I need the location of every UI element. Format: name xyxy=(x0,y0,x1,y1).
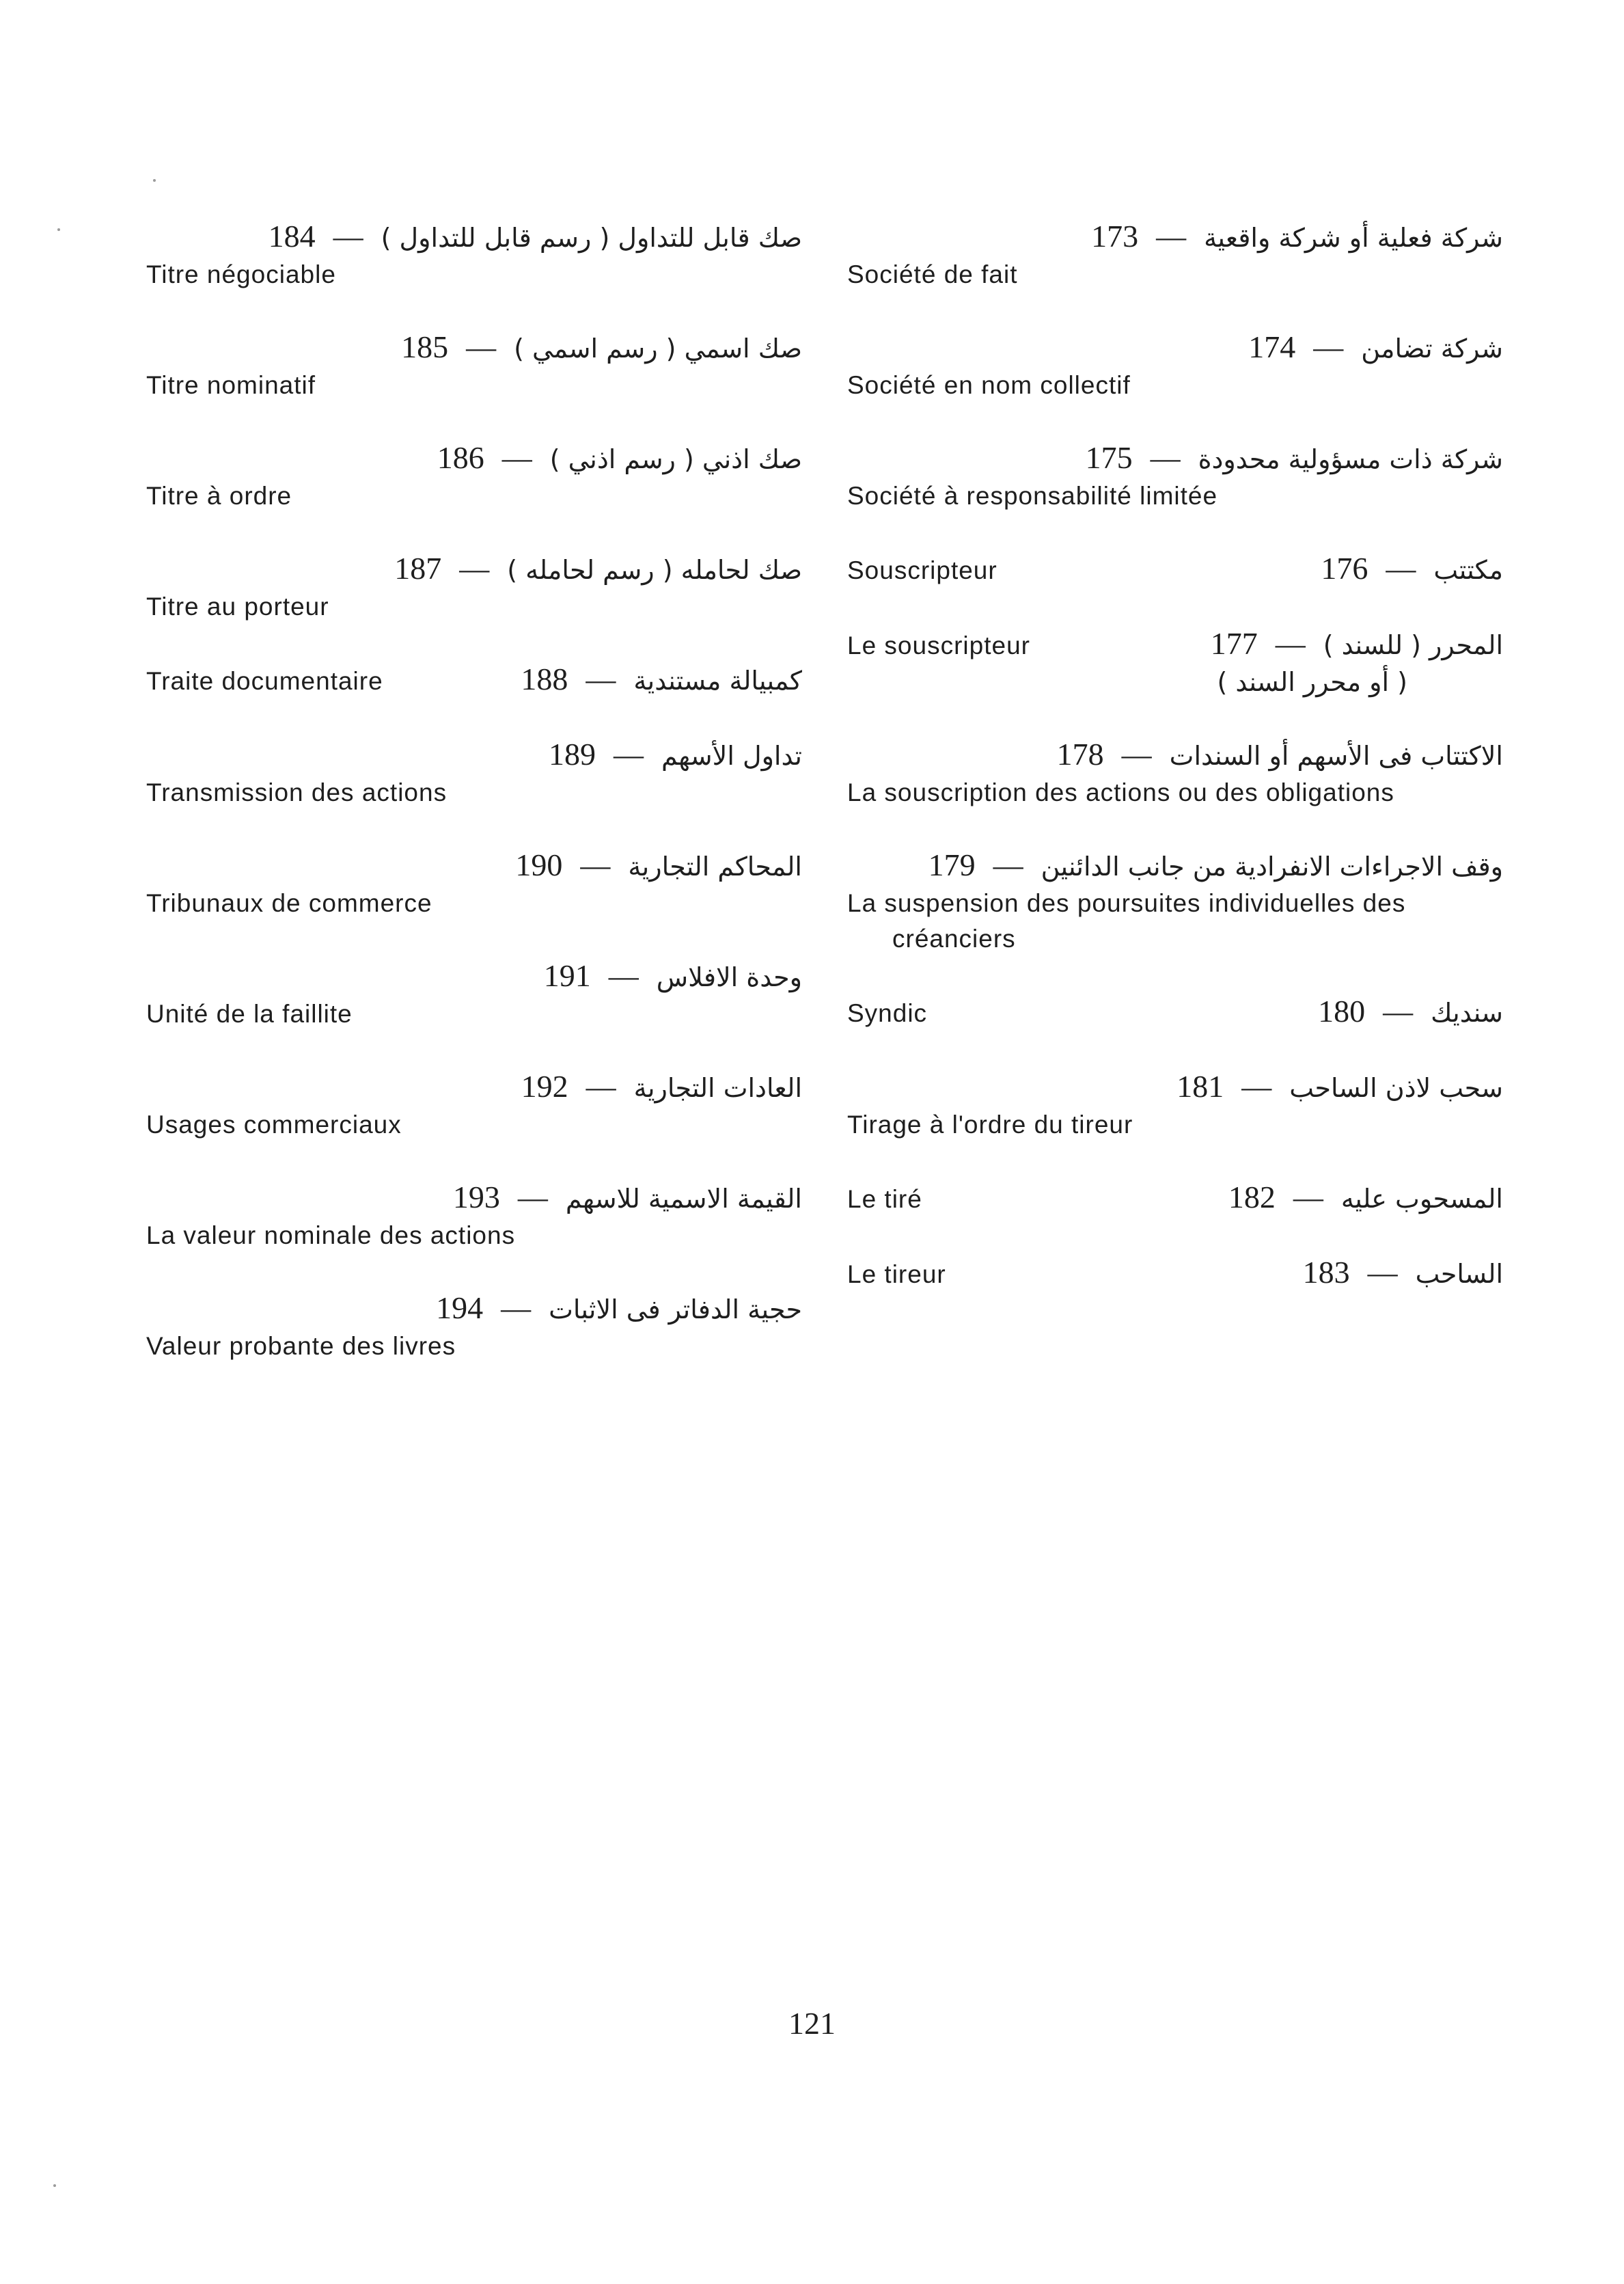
arabic-term: الساحب xyxy=(1415,1259,1503,1289)
french-term: Unité de la faillite xyxy=(146,1000,353,1028)
arabic-term-line xyxy=(847,328,1503,368)
arabic-term: صك قابل للتداول ( رسم قابل للتداول ) xyxy=(381,223,802,253)
entry-number: 178 xyxy=(1056,737,1104,772)
dash-separator: — xyxy=(586,1070,616,1104)
dash-separator: — xyxy=(1156,220,1187,254)
arabic-term: الاكتتاب فى الأسهم أو السندات xyxy=(1169,741,1503,771)
french-term: Syndic xyxy=(847,999,928,1027)
dash-separator: — xyxy=(1150,441,1181,475)
scan-speck xyxy=(153,179,156,182)
glossary-entry xyxy=(847,217,1503,293)
glossary-entry xyxy=(146,549,802,625)
arabic-term: وقف الاجراءات الانفرادية من جانب الدائنين xyxy=(1041,852,1503,882)
arabic-term: العادات التجارية xyxy=(633,1073,802,1103)
dash-separator: — xyxy=(466,331,497,364)
glossary-entry xyxy=(146,1068,802,1143)
entry-number: 188 xyxy=(521,662,568,696)
dash-separator: — xyxy=(586,663,616,696)
scan-speck xyxy=(53,2184,56,2187)
arabic-term-line xyxy=(847,439,1503,478)
arabic-term-line xyxy=(146,439,802,478)
french-term: Le souscripteur xyxy=(847,631,1030,660)
french-term: Titre négociable xyxy=(146,260,336,288)
glossary-entry xyxy=(847,735,1503,811)
arabic-term: مكتتب xyxy=(1433,555,1503,585)
page-number: 121 xyxy=(788,2006,836,2041)
french-term: Traite documentaire xyxy=(146,667,383,695)
glossary-entry xyxy=(146,1178,802,1253)
arabic-term-line xyxy=(1303,1253,1503,1293)
entry-number: 192 xyxy=(521,1069,568,1104)
right-column xyxy=(847,217,1503,1329)
dash-separator: — xyxy=(517,1181,548,1214)
glossary-entry xyxy=(146,660,802,700)
dash-separator: — xyxy=(1367,1256,1398,1290)
french-term: Le tireur xyxy=(847,1260,946,1288)
dash-separator: — xyxy=(993,849,1023,882)
french-term: Souscripteur xyxy=(847,556,997,584)
arabic-term-line xyxy=(1228,1178,1503,1218)
glossary-entry xyxy=(146,846,802,921)
glossary-entry xyxy=(146,439,802,514)
french-term: Société à responsabilité limitée xyxy=(847,482,1218,510)
entry-number: 191 xyxy=(543,958,591,993)
entry-number: 190 xyxy=(515,847,563,882)
dash-separator: — xyxy=(501,441,532,475)
arabic-term: حجية الدفاتر فى الاثبات xyxy=(549,1294,802,1324)
dash-separator: — xyxy=(1293,1181,1323,1214)
arabic-term-line xyxy=(847,217,1503,257)
glossary-entry xyxy=(146,1289,802,1364)
dash-separator: — xyxy=(1241,1070,1272,1104)
dash-separator: — xyxy=(1121,738,1152,772)
entry-number: 176 xyxy=(1321,551,1368,586)
dash-separator: — xyxy=(1386,552,1416,586)
arabic-term: صك اسمي ( رسم اسمي ) xyxy=(514,334,802,364)
dash-separator: — xyxy=(1383,995,1414,1029)
arabic-term-line xyxy=(847,846,1503,886)
arabic-term-continuation: ( أو محرر السند ) xyxy=(1217,667,1407,697)
arabic-term-line xyxy=(146,1178,802,1218)
entry-number: 189 xyxy=(549,737,596,772)
glossary-entry xyxy=(847,439,1503,514)
glossary-entry xyxy=(146,957,802,1032)
arabic-term-line xyxy=(146,217,802,257)
arabic-term-line xyxy=(146,1068,802,1107)
entry-number: 175 xyxy=(1085,440,1133,475)
dash-separator: — xyxy=(459,552,490,586)
french-term: Titre nominatif xyxy=(146,371,316,399)
arabic-term-line xyxy=(146,549,802,589)
french-term: Tribunaux de commerce xyxy=(146,889,432,917)
arabic-term-line xyxy=(146,846,802,886)
dash-separator: — xyxy=(580,849,611,882)
arabic-term-line xyxy=(847,735,1503,775)
arabic-term-line xyxy=(146,957,802,996)
dash-separator: — xyxy=(1313,331,1344,364)
arabic-term: المسحوب عليه xyxy=(1340,1184,1503,1214)
dash-separator: — xyxy=(501,1292,532,1325)
entry-row xyxy=(847,1178,1503,1218)
arabic-term-line xyxy=(521,660,802,700)
french-term: Transmission des actions xyxy=(146,778,448,806)
arabic-term: وحدة الافلاس xyxy=(656,962,802,992)
glossary-entry xyxy=(146,735,802,811)
french-term: La souscription des actions ou des obligations xyxy=(847,778,1394,806)
glossary-entry xyxy=(847,1068,1503,1143)
arabic-term-line xyxy=(146,735,802,775)
french-term: Tirage à l'ordre du tireur xyxy=(847,1111,1133,1139)
entry-number: 193 xyxy=(452,1180,500,1214)
arabic-term: تداول الأسهم xyxy=(661,741,802,771)
glossary-entry xyxy=(847,549,1503,589)
glossary-entry xyxy=(847,1178,1503,1218)
glossary-entry xyxy=(847,1253,1503,1293)
arabic-term: شركة تضامن xyxy=(1361,334,1503,364)
entry-number: 182 xyxy=(1228,1180,1276,1214)
scan-speck xyxy=(57,228,60,231)
glossary-entry xyxy=(146,217,802,293)
arabic-term: صك اذني ( رسم اذني ) xyxy=(549,444,802,474)
french-term: Usages commerciaux xyxy=(146,1111,402,1139)
arabic-term-line xyxy=(1318,992,1503,1032)
entry-number: 186 xyxy=(437,440,484,475)
entry-number: 185 xyxy=(401,329,449,364)
french-term: Société de fait xyxy=(847,260,1018,288)
arabic-term-line xyxy=(146,1289,802,1329)
entry-number: 179 xyxy=(928,847,976,882)
arabic-term: سنديك xyxy=(1431,998,1503,1028)
entry-number: 180 xyxy=(1318,994,1366,1029)
entry-number: 173 xyxy=(1091,219,1139,254)
left-column xyxy=(146,217,802,1400)
entry-number: 183 xyxy=(1302,1255,1350,1290)
entry-number: 187 xyxy=(394,551,442,586)
glossary-entry xyxy=(146,328,802,403)
arabic-term: شركة ذات مسؤولية محدودة xyxy=(1198,444,1503,474)
entry-row xyxy=(847,992,1503,1032)
glossary-entry xyxy=(847,625,1503,700)
entry-row xyxy=(146,660,802,700)
arabic-term-line xyxy=(1211,625,1503,664)
arabic-term-line xyxy=(146,328,802,368)
french-term: Société en nom collectif xyxy=(847,371,1131,399)
arabic-term-line xyxy=(1321,549,1503,589)
arabic-term: شركة فعلية أو شركة واقعية xyxy=(1204,223,1503,253)
arabic-term: كمبيالة مستندية xyxy=(633,666,802,696)
entry-number: 194 xyxy=(436,1290,484,1325)
arabic-term: صك لحامله ( رسم لحامله ) xyxy=(507,555,802,585)
french-term: Le tiré xyxy=(847,1185,922,1213)
entry-row xyxy=(847,549,1503,589)
glossary-entry xyxy=(847,992,1503,1032)
dash-separator: — xyxy=(333,220,363,254)
arabic-term-line xyxy=(847,1068,1503,1107)
french-term-continuation: créanciers xyxy=(892,925,1016,953)
arabic-term: القيمة الاسمية للاسهم xyxy=(565,1184,802,1214)
entry-number: 174 xyxy=(1248,329,1296,364)
dash-separator: — xyxy=(614,738,644,772)
arabic-term: سحب لاذن الساحب xyxy=(1289,1073,1503,1103)
arabic-term: المحرر ( للسند ) xyxy=(1323,630,1503,660)
entry-number: 177 xyxy=(1210,626,1258,661)
french-term: Valeur probante des livres xyxy=(146,1332,456,1360)
entry-number: 184 xyxy=(268,219,316,254)
french-term: La valeur nominale des actions xyxy=(146,1221,516,1249)
french-term: Titre au porteur xyxy=(146,593,329,621)
arabic-term: المحاكم التجارية xyxy=(628,852,802,882)
french-term: La suspension des poursuites individuelles des xyxy=(847,889,1406,917)
glossary-entry xyxy=(847,328,1503,403)
dash-separator: — xyxy=(1275,627,1306,661)
french-term: Titre à ordre xyxy=(146,482,292,510)
dash-separator: — xyxy=(608,960,639,993)
entry-row xyxy=(847,1253,1503,1293)
glossary-entry xyxy=(847,846,1503,957)
entry-row xyxy=(847,625,1503,664)
entry-number: 181 xyxy=(1176,1069,1224,1104)
